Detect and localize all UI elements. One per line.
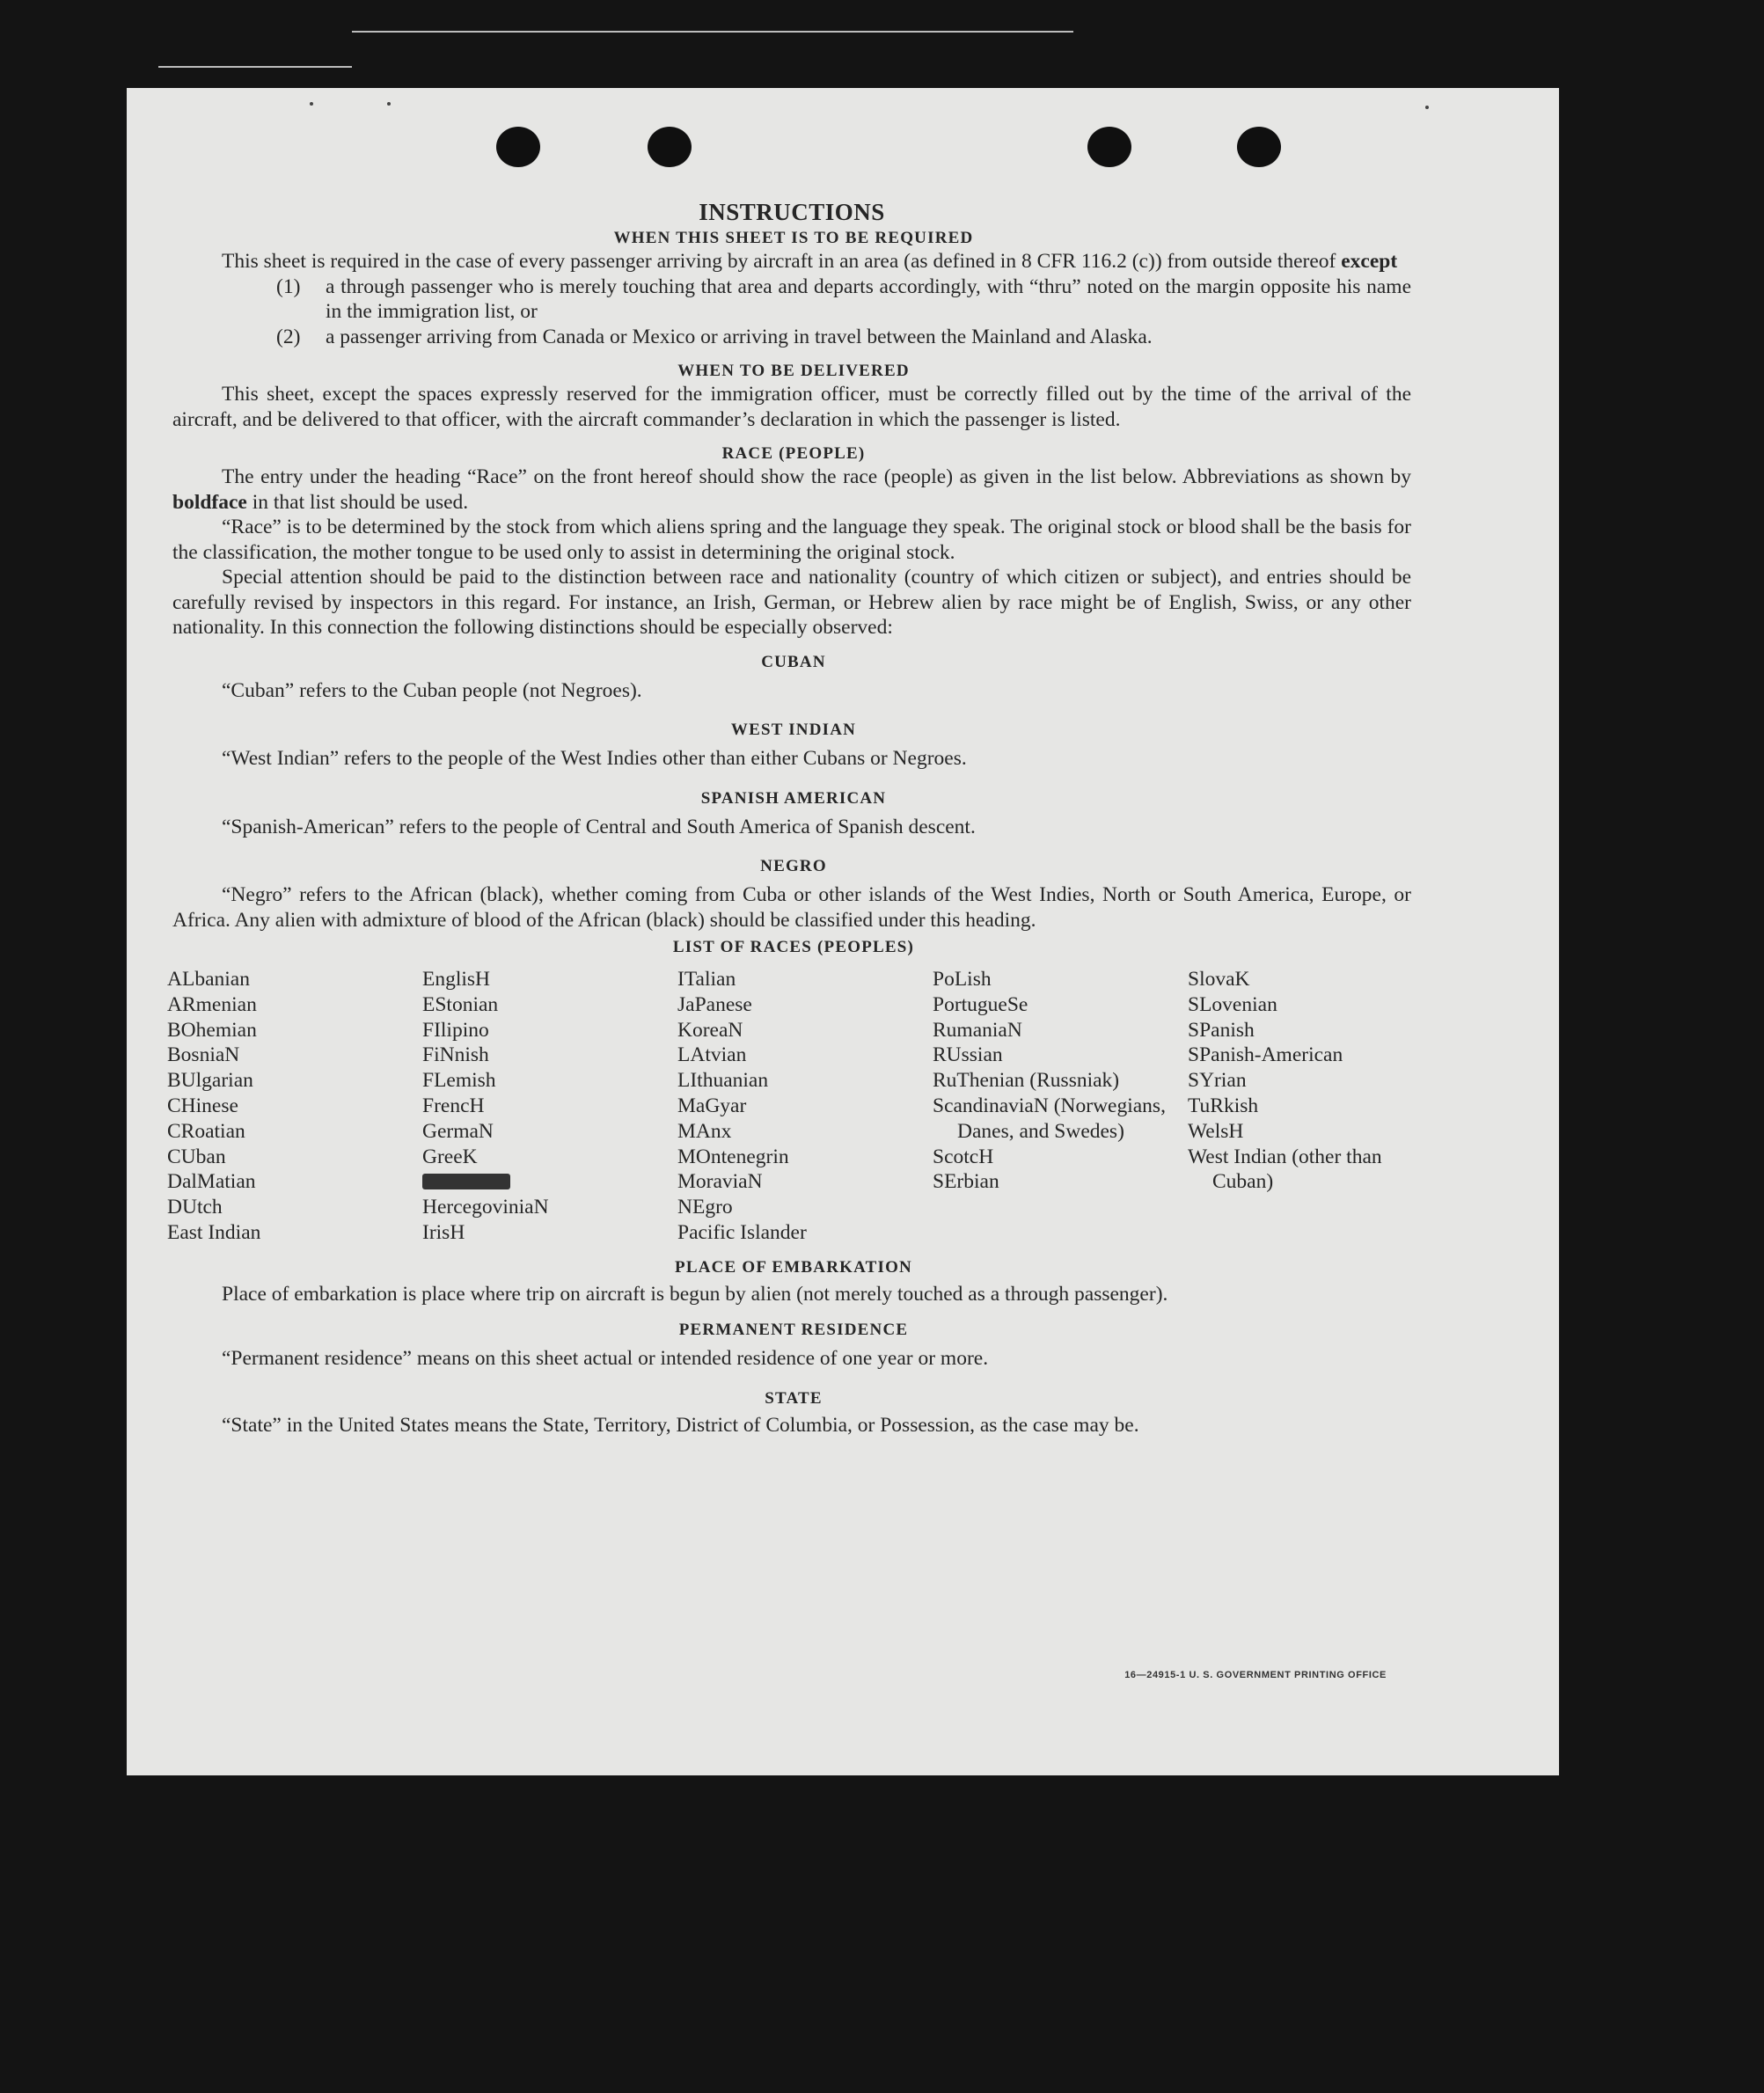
- race-item: RUssian: [933, 1043, 1003, 1067]
- races-column-2: [422, 967, 677, 1246]
- section-heading-embarkation: PLACE OF EMBARKATION: [675, 1257, 912, 1277]
- race-item: ScandinaviaN (Norwegians, Danes, and Swedes): [933, 1094, 1166, 1143]
- race-item: Pacific Islander: [677, 1220, 807, 1244]
- race-item: PortugueSe: [933, 992, 1028, 1016]
- embarkation-text: Place of embarkation is place where trip on aircraft is begun by alien (not merely touched as a through passenger).: [222, 1282, 1168, 1306]
- race-item: MoraviaN: [677, 1170, 763, 1194]
- scan-edge-line: [352, 31, 1073, 33]
- race-item: WelsH: [1188, 1119, 1244, 1143]
- race-item: CUban: [167, 1145, 226, 1168]
- race-item: SYrian: [1188, 1069, 1247, 1093]
- race-item: [422, 1169, 677, 1195]
- races-list: [167, 967, 1411, 1246]
- section-heading-races-list: LIST OF RACES (PEOPLES): [672, 938, 915, 956]
- race-item: ScotcH: [933, 1145, 994, 1168]
- race-item: SErbian: [933, 1170, 999, 1194]
- race-item: IrisH: [422, 1220, 465, 1244]
- race-item: GreeK: [422, 1145, 478, 1168]
- punch-hole: [496, 127, 540, 167]
- races-column-1: [167, 967, 422, 1246]
- race-item: EnglisH: [422, 968, 491, 991]
- section-heading-cuban: CUBAN: [761, 652, 826, 671]
- race-item: BosniaN: [167, 1043, 240, 1067]
- required-item-1: (1) a through passenger who is merely touching that area and departs accordingly, with “thru” noted on the margin opposite his name in the immigration list, or: [276, 274, 1411, 323]
- residence-text: “Permanent residence” means on this sheet actual or intended residence of one year or more.: [222, 1347, 989, 1371]
- race-item: PoLish: [933, 968, 992, 991]
- punch-hole: [648, 127, 692, 167]
- race-item: BUlgarian: [167, 1069, 253, 1093]
- race-item: FiNnish: [422, 1043, 489, 1067]
- race-item: MaGyar: [677, 1094, 747, 1117]
- race-item: ARmenian: [167, 992, 257, 1016]
- punch-hole: [1237, 127, 1281, 167]
- delivered-text: This sheet, except the spaces expressly reserved for the immigration officer, must be correctly filled out by the time of the arrival of the aircraft, and be delivered to that officer, with the aircraft commander’s declaration in which the passenger is listed.: [172, 383, 1411, 431]
- section-heading-race: RACE (PEOPLE): [721, 444, 866, 463]
- cuban-text: “Cuban” refers to the Cuban people (not Negroes).: [222, 678, 642, 702]
- scan-speck: [1425, 106, 1429, 109]
- spanish-american-text: “Spanish-American” refers to the people of Central and South America of Spanish descent.: [222, 815, 976, 838]
- instructions-content: [167, 197, 1411, 1438]
- race-item: CRoatian: [167, 1119, 245, 1143]
- race-item: LIthuanian: [677, 1069, 769, 1093]
- race-item: RuThenian (Russniak): [933, 1069, 1120, 1093]
- race-item: ALbanian: [167, 968, 250, 991]
- race-item: EStonian: [422, 992, 499, 1016]
- race-item: TuRkish: [1188, 1094, 1259, 1117]
- race-item: MOntenegrin: [677, 1145, 789, 1168]
- race-paragraph-3: Special attention should be paid to the distinction between race and nationality (country of which citizen or subject), and entries should be carefully revised by inspectors in this regard. For instance, an Irish, German, or Hebrew alien by race might be of English, Swiss, or any other nationality. In this connection the following distinctions should be especially observed:: [172, 566, 1411, 639]
- race-item: FIlipino: [422, 1018, 489, 1042]
- race-item: FLemish: [422, 1069, 496, 1093]
- race-item: MAnx: [677, 1119, 732, 1143]
- section-heading-spanish-american: SPANISH AMERICAN: [700, 788, 887, 808]
- document-sheet: [127, 88, 1559, 1775]
- page-title: INSTRUCTIONS: [699, 199, 885, 225]
- scan-speck: [387, 102, 391, 106]
- races-column-3: [677, 967, 933, 1246]
- race-item: ITalian: [677, 968, 736, 991]
- required-item-2: (2) a passenger arriving from Canada or Mexico or arriving in travel between the Mainland and Alaska.: [276, 325, 1153, 348]
- race-item: NEgro: [677, 1196, 733, 1219]
- race-item: KoreaN: [677, 1018, 743, 1042]
- state-text: “State” in the United States means the State, Territory, District of Columbia, or Possession, as the case may be.: [222, 1413, 1139, 1437]
- scan-edge-line: [158, 66, 352, 68]
- race-item: LAtvian: [677, 1043, 747, 1067]
- race-item: CHinese: [167, 1094, 238, 1117]
- section-heading-west-indian: WEST INDIAN: [730, 721, 857, 739]
- race-item: DUtch: [167, 1196, 223, 1219]
- race-item: FrencH: [422, 1094, 485, 1117]
- race-item: SPanish-American: [1188, 1043, 1343, 1067]
- race-item: BOhemian: [167, 1018, 257, 1042]
- races-column-5: [1188, 967, 1406, 1246]
- race-item: SLovenian: [1188, 992, 1277, 1016]
- redacted-mark: [422, 1174, 510, 1189]
- negro-text: “Negro” refers to the African (black), whether coming from Cuba or other islands of the West Indies, North or South America, Europe, or Africa. Any alien with admixture of blood of the African (black) should be classified under this heading.: [172, 883, 1411, 932]
- race-item: GermaN: [422, 1119, 494, 1143]
- punch-hole: [1087, 127, 1131, 167]
- race-item: DalMatian: [167, 1170, 256, 1194]
- section-heading-delivered: WHEN TO BE DELIVERED: [677, 362, 910, 380]
- required-intro: This sheet is required in the case of every passenger arriving by aircraft in an area (as defined in 8 CFR 116.2 (c)) from outside thereof except: [222, 250, 1398, 273]
- section-heading-required: WHEN THIS SHEET IS TO BE REQUIRED: [613, 229, 974, 247]
- west-indian-text: “West Indian” refers to the people of the West Indies other than either Cubans or Negroes.: [222, 747, 967, 770]
- race-item: West Indian (other than Cuban): [1188, 1145, 1382, 1194]
- race-paragraph-2: “Race” is to be determined by the stock from which aliens spring and the language they speak. The original stock or blood shall be the basis for the classification, the mother tongue to be used only to assist in determining the original stock.: [172, 516, 1411, 564]
- scan-speck: [310, 102, 313, 106]
- race-item: JaPanese: [677, 992, 752, 1016]
- section-heading-residence: PERMANENT RESIDENCE: [678, 1321, 909, 1340]
- race-item: SlovaK: [1188, 968, 1250, 991]
- race-paragraph-1: The entry under the heading “Race” on the front hereof should show the race (people) as given in the list below. Abbreviations as shown by boldface in that list should be used.: [172, 465, 1411, 514]
- footer-print-code: 16—24915-1 U. S. GOVERNMENT PRINTING OFFICE: [1124, 1670, 1387, 1680]
- race-item: RumaniaN: [933, 1018, 1022, 1042]
- race-item: SPanish: [1188, 1018, 1255, 1042]
- section-heading-state: STATE: [765, 1388, 823, 1408]
- races-column-4: [933, 967, 1188, 1246]
- section-heading-negro: NEGRO: [760, 857, 827, 875]
- race-item: HercegoviniaN: [422, 1196, 549, 1219]
- race-item: East Indian: [167, 1220, 261, 1244]
